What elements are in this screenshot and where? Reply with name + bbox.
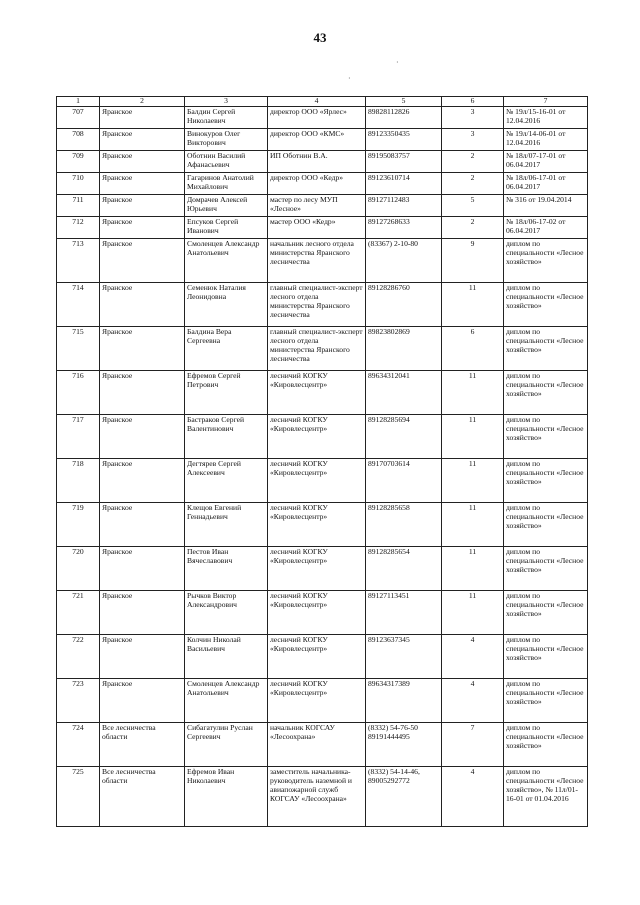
cell-document: диплом по специальности «Лесное хозяйство» [504, 634, 588, 678]
cell-number: 714 [57, 282, 100, 326]
page-number: 43 [313, 30, 327, 45]
table-row [57, 634, 588, 678]
cell-area: Яранское [100, 106, 185, 128]
cell-position: мастер по лесу МУП «Лесное» [268, 194, 366, 216]
cell-experience: 11 [442, 502, 504, 546]
cell-document: диплом по специальности «Лесное хозяйство» [504, 678, 588, 722]
cell-name: Сибагатулин Руслан Сергеевич [185, 722, 268, 766]
cell-area: Яранское [100, 414, 185, 458]
cell-number: 725 [57, 766, 100, 826]
cell-position: начальник КОГСАУ «Лесоохрана» [268, 722, 366, 766]
cell-document: диплом по специальности «Лесное хозяйство» [504, 282, 588, 326]
cell-area: Яранское [100, 458, 185, 502]
cell-name: Рычков Виктор Александрович [185, 590, 268, 634]
table-row [57, 590, 588, 634]
cell-phone: 89634312041 [366, 370, 442, 414]
cell-name: Дегтярев Сергей Алексеевич [185, 458, 268, 502]
cell-phone: 89170703614 [366, 458, 442, 502]
cell-position: лесничий КОГКУ «Кировлесцентр» [268, 458, 366, 502]
cell-document: № 18л/07-17-01 от 06.04.2017 [504, 150, 588, 172]
cell-experience: 2 [442, 172, 504, 194]
cell-phone: 89195083757 [366, 150, 442, 172]
cell-phone: 89823802869 [366, 326, 442, 370]
cell-document: диплом по специальности «Лесное хозяйство» [504, 722, 588, 766]
cell-name: Колчин Николай Васильевич [185, 634, 268, 678]
cell-phone: 89123350435 [366, 128, 442, 150]
cell-name: Клещов Евгений Геннадьевич [185, 502, 268, 546]
cell-number: 713 [57, 238, 100, 282]
cell-document: диплом по специальности «Лесное хозяйство» [504, 370, 588, 414]
cell-number: 719 [57, 502, 100, 546]
cell-phone: 89634317389 [366, 678, 442, 722]
cell-experience: 6 [442, 326, 504, 370]
table-row [57, 546, 588, 590]
table-row [57, 172, 588, 194]
cell-position: директор ООО «Ярлес» [268, 106, 366, 128]
cell-phone: 89127268633 [366, 216, 442, 238]
cell-document: диплом по специальности «Лесное хозяйство» [504, 326, 588, 370]
cell-number: 724 [57, 722, 100, 766]
cell-number: 708 [57, 128, 100, 150]
cell-number: 723 [57, 678, 100, 722]
cell-phone: 89123610714 [366, 172, 442, 194]
header-row [57, 97, 588, 107]
cell-area: Яранское [100, 370, 185, 414]
cell-area: Яранское [100, 194, 185, 216]
cell-document: диплом по специальности «Лесное хозяйство» [504, 458, 588, 502]
cell-experience: 11 [442, 590, 504, 634]
cell-name: Домрачев Алексей Юрьевич [185, 194, 268, 216]
cell-document: диплом по специальности «Лесное хозяйство» [504, 502, 588, 546]
table-row [57, 766, 588, 826]
cell-position: лесничий КОГКУ «Кировлесцентр» [268, 370, 366, 414]
cell-position: заместитель начальника-руководитель наземной и авиапожарной служб КОГСАУ «Лесоохрана» [268, 766, 366, 826]
cell-name: Епсуков Сергей Иванович [185, 216, 268, 238]
cell-position: лесничий КОГКУ «Кировлесцентр» [268, 678, 366, 722]
cell-document: № 18л/06-17-02 от 06.04.2017 [504, 216, 588, 238]
cell-document: диплом по специальности «Лесное хозяйство», № 11л/01-16-01 от 01.04.2016 [504, 766, 588, 826]
cell-document: диплом по специальности «Лесное хозяйство» [504, 590, 588, 634]
cell-area: Яранское [100, 678, 185, 722]
cell-experience: 4 [442, 634, 504, 678]
cell-area: Яранское [100, 590, 185, 634]
cell-name: Гагаринов Анатолий Михайлович [185, 172, 268, 194]
cell-name: Ефремов Иван Николаевич [185, 766, 268, 826]
cell-area: Все лесничества области [100, 766, 185, 826]
table-row [57, 194, 588, 216]
cell-position: главный специалист-эксперт лесного отдела министерства Яранского лесничества [268, 326, 366, 370]
cell-experience: 11 [442, 370, 504, 414]
cell-number: 717 [57, 414, 100, 458]
table-row [57, 678, 588, 722]
cell-experience: 4 [442, 766, 504, 826]
cell-number: 720 [57, 546, 100, 590]
cell-phone: 89123637345 [366, 634, 442, 678]
cell-number: 712 [57, 216, 100, 238]
cell-position: лесничий КОГКУ «Кировлесцентр» [268, 502, 366, 546]
cell-area: Яранское [100, 282, 185, 326]
cell-number: 710 [57, 172, 100, 194]
cell-position: директор ООО «Кедр» [268, 172, 366, 194]
cell-phone: 89128286760 [366, 282, 442, 326]
cell-experience: 11 [442, 546, 504, 590]
cell-experience: 4 [442, 678, 504, 722]
column-header: 3 [185, 97, 268, 107]
table-row [57, 326, 588, 370]
cell-name: Смоленцев Александр Анатольевич [185, 238, 268, 282]
scan-mark: · [348, 74, 351, 83]
column-header: 6 [442, 97, 504, 107]
cell-document: диплом по специальности «Лесное хозяйство» [504, 546, 588, 590]
cell-position: лесничий КОГКУ «Кировлесцентр» [268, 634, 366, 678]
cell-name: Бастраков Сергей Валентинович [185, 414, 268, 458]
column-header: 7 [504, 97, 588, 107]
column-header: 4 [268, 97, 366, 107]
table-row [57, 150, 588, 172]
cell-area: Яранское [100, 502, 185, 546]
cell-position: директор ООО «КМС» [268, 128, 366, 150]
column-header: 5 [366, 97, 442, 107]
cell-experience: 5 [442, 194, 504, 216]
cell-area: Яранское [100, 326, 185, 370]
registry-table [56, 96, 588, 827]
cell-area: Яранское [100, 216, 185, 238]
cell-phone: (8332) 54-14-46, 89005292772 [366, 766, 442, 826]
cell-phone: 89828112826 [366, 106, 442, 128]
cell-experience: 11 [442, 458, 504, 502]
table-row [57, 128, 588, 150]
cell-position: мастер ООО «Кедр» [268, 216, 366, 238]
cell-position: главный специалист-эксперт лесного отдела министерства Яранского лесничества [268, 282, 366, 326]
cell-area: Яранское [100, 238, 185, 282]
cell-document: № 19л/15-16-01 от 12.04.2016 [504, 106, 588, 128]
cell-number: 711 [57, 194, 100, 216]
column-header: 2 [100, 97, 185, 107]
table-row [57, 502, 588, 546]
cell-phone: (8332) 54-76-50 89191444495 [366, 722, 442, 766]
cell-name: Смоленцев Александр Анатольевич [185, 678, 268, 722]
cell-area: Яранское [100, 546, 185, 590]
cell-position: лесничий КОГКУ «Кировлесцентр» [268, 546, 366, 590]
cell-number: 718 [57, 458, 100, 502]
cell-experience: 11 [442, 282, 504, 326]
cell-name: Ефремов Сергей Петрович [185, 370, 268, 414]
scan-mark: · [396, 58, 399, 67]
cell-phone: 89127113451 [366, 590, 442, 634]
cell-phone: 89128285694 [366, 414, 442, 458]
cell-phone: (83367) 2-10-80 [366, 238, 442, 282]
table-row [57, 282, 588, 326]
cell-area: Яранское [100, 150, 185, 172]
cell-name: Семенюк Наталия Леонидовна [185, 282, 268, 326]
table-row [57, 370, 588, 414]
cell-document: № 316 от 19.04.2014 [504, 194, 588, 216]
cell-experience: 11 [442, 414, 504, 458]
cell-number: 715 [57, 326, 100, 370]
cell-phone: 89127112483 [366, 194, 442, 216]
cell-phone: 89128285658 [366, 502, 442, 546]
cell-experience: 2 [442, 216, 504, 238]
table-row [57, 458, 588, 502]
cell-area: Яранское [100, 128, 185, 150]
cell-experience: 3 [442, 106, 504, 128]
cell-number: 709 [57, 150, 100, 172]
cell-number: 716 [57, 370, 100, 414]
cell-name: Пестов Иван Вячеславович [185, 546, 268, 590]
cell-experience: 7 [442, 722, 504, 766]
column-header: 1 [57, 97, 100, 107]
cell-experience: 2 [442, 150, 504, 172]
cell-number: 721 [57, 590, 100, 634]
cell-position: ИП Оботнин В.А. [268, 150, 366, 172]
cell-experience: 3 [442, 128, 504, 150]
table-row [57, 216, 588, 238]
cell-phone: 89128285654 [366, 546, 442, 590]
cell-document: диплом по специальности «Лесное хозяйство» [504, 414, 588, 458]
cell-name: Винокуров Олег Викторович [185, 128, 268, 150]
cell-name: Оботнин Василий Афанасьевич [185, 150, 268, 172]
cell-document: диплом по специальности «Лесное хозяйство» [504, 238, 588, 282]
table-row [57, 414, 588, 458]
cell-document: № 19л/14-06-01 от 12.04.2016 [504, 128, 588, 150]
cell-position: начальник лесного отдела министерства Яранского лесничества [268, 238, 366, 282]
cell-name: Балдина Вера Сергеевна [185, 326, 268, 370]
cell-number: 707 [57, 106, 100, 128]
cell-area: Яранское [100, 172, 185, 194]
cell-area: Яранское [100, 634, 185, 678]
cell-number: 722 [57, 634, 100, 678]
cell-document: № 18л/06-17-01 от 06.04.2017 [504, 172, 588, 194]
cell-area: Все лесничества области [100, 722, 185, 766]
cell-experience: 9 [442, 238, 504, 282]
cell-position: лесничий КОГКУ «Кировлесцентр» [268, 590, 366, 634]
table-row [57, 722, 588, 766]
cell-position: лесничий КОГКУ «Кировлесцентр» [268, 414, 366, 458]
table-row [57, 106, 588, 128]
table-row [57, 238, 588, 282]
cell-name: Балдин Сергей Николаевич [185, 106, 268, 128]
